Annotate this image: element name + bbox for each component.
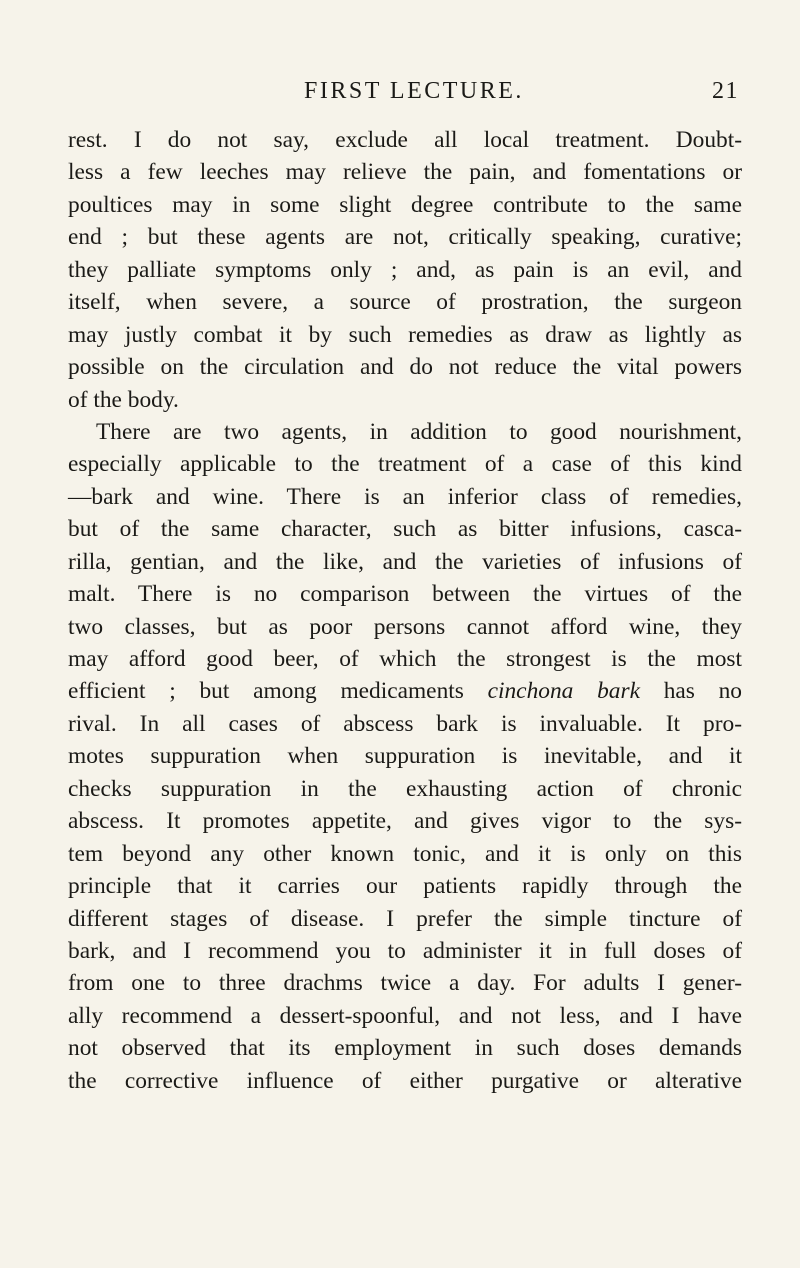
text-line: principle that it carries our patients rapidly through the bbox=[68, 873, 742, 900]
text-line: itself, when severe, a source of prostration, the surgeon bbox=[68, 289, 742, 316]
text-line: rilla, gentian, and the like, and the varieties of infusions of bbox=[68, 548, 742, 575]
text-line: tem beyond any other known tonic, and it is only on this bbox=[68, 840, 742, 867]
text-line: —bark and wine. There is an inferior class of remedies, bbox=[68, 483, 742, 510]
text-line: may justly combat it by such remedies as draw as lightly as bbox=[68, 321, 742, 348]
text-line: poultices may in some slight degree contribute to the same bbox=[68, 191, 742, 218]
text-line: bark, and I recommend you to administer it in full doses of bbox=[68, 937, 742, 964]
text-line-with-italic bbox=[68, 675, 742, 707]
text-line: end ; but these agents are not, critically speaking, curative; bbox=[68, 224, 742, 251]
text-line: they palliate symptoms only ; and, as pain is an evil, and bbox=[68, 256, 742, 283]
text-segment: efficient ; but among medicaments bbox=[68, 678, 464, 705]
text-line: especially applicable to the treatment of a case of this kind bbox=[68, 451, 742, 478]
text-line: two classes, but as poor persons cannot afford wine, they bbox=[68, 613, 742, 640]
text-line: not observed that its employment in such doses demands bbox=[68, 1035, 742, 1062]
text-line: from one to three drachms twice a day. For adults I gener- bbox=[68, 970, 742, 997]
text-line: the corrective influence of either purgative or alterative bbox=[68, 1067, 742, 1094]
text-line: rest. I do not say, exclude all local treatment. Doubt- bbox=[68, 127, 742, 153]
page-number: 21 bbox=[712, 78, 739, 104]
text-line: possible on the circulation and do not reduce the vital powers bbox=[68, 354, 742, 381]
text-line: There are two agents, in addition to good nourishment, bbox=[96, 418, 742, 445]
italic-term: cinchona bark bbox=[487, 678, 640, 705]
running-title: FIRST LECTURE. bbox=[304, 78, 524, 104]
text-segment: has no bbox=[663, 678, 742, 705]
text-line: may afford good beer, of which the strongest is the most bbox=[68, 646, 742, 672]
text-line: malt. There is no comparison between the virtues of the bbox=[68, 581, 742, 608]
text-line: but of the same character, such as bitter infusions, casca- bbox=[68, 516, 742, 543]
text-line: checks suppuration in the exhausting action of chronic bbox=[68, 775, 742, 802]
running-head bbox=[0, 76, 800, 106]
paragraph-1 bbox=[68, 124, 742, 416]
text-line: abscess. It promotes appetite, and gives vigor to the sys- bbox=[68, 808, 742, 835]
text-line: less a few leeches may relieve the pain, and fomentations or bbox=[68, 159, 742, 186]
text-line: motes suppuration when suppuration is inevitable, and it bbox=[68, 743, 742, 770]
text-line: ally recommend a dessert-spoonful, and not less, and I have bbox=[68, 1002, 742, 1029]
text-line: different stages of disease. I prefer the simple tincture of bbox=[68, 905, 742, 932]
text-line: of the body. bbox=[68, 386, 179, 413]
text-line: rival. In all cases of abscess bark is invaluable. It pro- bbox=[68, 710, 742, 737]
paragraph-2 bbox=[68, 416, 742, 1097]
body-text bbox=[68, 124, 742, 1097]
